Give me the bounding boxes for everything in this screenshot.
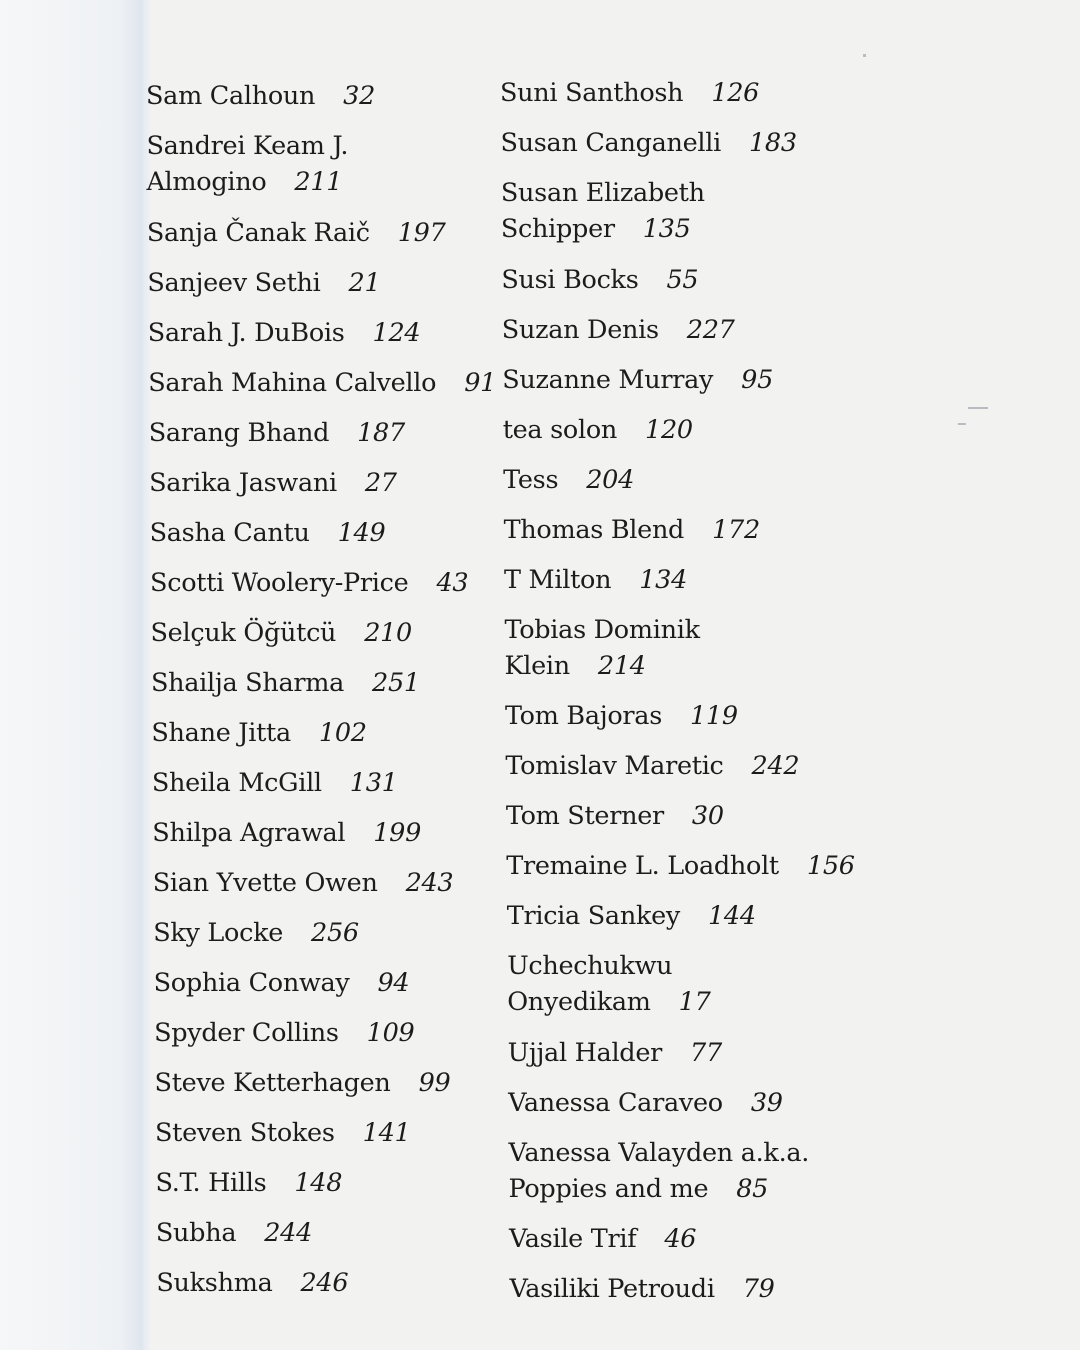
entry-name: Sarah Mahina Calvello	[148, 367, 437, 398]
index-entry	[508, 1035, 888, 1071]
entry-page-number: 149	[337, 517, 386, 548]
paper-speck	[968, 407, 988, 409]
entry-page-number: 227	[686, 314, 735, 345]
entry-name: Spyder Collins	[154, 1017, 339, 1048]
index-entry	[505, 698, 885, 734]
entry-name: Sanjeev Sethi	[147, 267, 321, 298]
entry-page-number: 141	[362, 1117, 411, 1148]
entry-page-number: 148	[294, 1167, 343, 1198]
index-entry	[503, 462, 883, 498]
index-entry	[509, 1135, 889, 1207]
entry-name: Steve Ketterhagen	[154, 1067, 391, 1098]
entry-name: Susi Bocks	[501, 264, 639, 295]
entry-name: S.T. Hills	[155, 1167, 267, 1198]
index-entry	[149, 415, 529, 451]
entry-name: Tom Bajoras	[504, 701, 662, 731]
entry-name: Tom Sterner	[505, 801, 664, 831]
index-entry	[147, 215, 527, 251]
entry-page-number: 172	[712, 514, 760, 545]
entry-name-continued: Onyedikam	[507, 987, 651, 1017]
entry-name-continued-line	[509, 1171, 889, 1207]
entry-page-number: 85	[736, 1173, 769, 1204]
index-entry	[151, 615, 531, 651]
entry-name: Susan Canganelli	[500, 128, 721, 158]
index-entry	[504, 562, 884, 598]
index-entry	[504, 512, 884, 548]
entry-name: Scotti Woolery-Price	[150, 567, 409, 598]
entry-page-number: 43	[436, 567, 469, 598]
index-entry	[148, 365, 528, 401]
index-entry	[156, 1265, 536, 1301]
entry-name: Sarah J. DuBois	[147, 317, 345, 348]
entry-name: Sian Yvette Owen	[152, 867, 378, 898]
entry-page-number: 134	[639, 564, 687, 595]
entry-page-number: 55	[666, 264, 699, 295]
index-entry	[501, 175, 881, 247]
entry-name: Tobias Dominik	[504, 614, 700, 645]
entry-name: Vanessa Caraveo	[508, 1087, 723, 1118]
entry-page-number: 211	[294, 167, 343, 197]
entry-page-number: 183	[749, 128, 797, 158]
entry-name: Shilpa Agrawal	[152, 817, 346, 848]
index-entry	[154, 1015, 534, 1051]
index-entry	[507, 948, 887, 1020]
entry-page-number: 156	[806, 851, 855, 881]
entry-name: Sheila McGill	[151, 767, 322, 798]
entry-page-number: 119	[689, 701, 738, 731]
entry-page-number: 199	[373, 817, 422, 848]
entry-name: Suni Santhosh	[500, 78, 684, 108]
entry-page-number: 246	[300, 1267, 349, 1298]
index-entry	[500, 125, 880, 161]
index-entry	[506, 798, 886, 834]
entry-page-number: 27	[364, 467, 397, 498]
entry-page-number: 204	[586, 464, 635, 495]
index-entry	[149, 465, 529, 501]
index-entry	[502, 312, 882, 348]
index-entry	[152, 815, 532, 851]
entry-page-number: 244	[264, 1217, 313, 1248]
entry-page-number: 126	[711, 78, 760, 108]
book-spine-shadow	[0, 0, 150, 1350]
entry-page-number: 21	[348, 267, 381, 298]
entry-name: tea solon	[502, 414, 618, 445]
index-entry	[146, 128, 526, 200]
index-entry	[146, 78, 526, 114]
index-entry	[153, 915, 533, 951]
entry-name-continued: Almogino	[146, 167, 267, 197]
index-entry	[155, 1065, 535, 1101]
entry-name: Suzanne Murray	[502, 364, 714, 395]
entry-name-continued-line	[501, 211, 881, 247]
index-entry	[155, 1165, 535, 1201]
entry-name-continued-line	[505, 648, 885, 684]
index-entry	[505, 748, 885, 784]
entry-name: Tess	[503, 464, 559, 495]
entry-name-continued: Poppies and me	[508, 1173, 709, 1204]
entry-name: Subha	[155, 1217, 237, 1248]
index-entry	[153, 865, 533, 901]
entry-name: Vasiliki Petroudi	[509, 1274, 715, 1304]
entry-name: Sarang Bhand	[148, 417, 330, 448]
entry-page-number: 135	[642, 214, 691, 244]
entry-name: Uchechukwu	[507, 951, 673, 981]
entry-name: Tremaine L. Loadholt	[506, 851, 779, 881]
entry-name: Sky Locke	[153, 917, 284, 948]
entry-name: Thomas Blend	[503, 514, 685, 545]
entry-name-continued: Klein	[504, 650, 570, 681]
entry-name: Vanessa Valayden a.k.a.	[508, 1137, 810, 1168]
entry-page-number: 243	[405, 867, 454, 898]
entry-page-number: 79	[742, 1274, 775, 1304]
entry-name: Sanja Čanak Raič	[146, 217, 370, 248]
entry-name: Vasile Trif	[509, 1224, 637, 1254]
entry-page-number: 144	[708, 901, 756, 931]
entry-name: Selçuk Öğütcü	[150, 617, 337, 648]
entry-name: Tomislav Maretic	[505, 751, 724, 781]
index-entry	[506, 848, 886, 884]
index-entry	[151, 715, 531, 751]
entry-page-number: 30	[691, 801, 724, 831]
entry-name: Sukshma	[156, 1267, 273, 1298]
entry-page-number: 242	[751, 751, 800, 781]
index-entry	[152, 765, 532, 801]
entry-page-number: 91	[464, 367, 497, 398]
index-entry	[503, 412, 883, 448]
entry-page-number: 131	[349, 767, 398, 798]
entry-name: Susan Elizabeth	[500, 178, 705, 208]
entry-page-number: 256	[311, 917, 359, 948]
entry-name: Shane Jitta	[151, 717, 291, 748]
index-entry	[508, 1085, 888, 1121]
entry-page-number: 124	[372, 317, 421, 348]
entry-page-number: 109	[366, 1017, 415, 1048]
entry-name-continued: Schipper	[500, 214, 615, 244]
entry-page-number: 39	[750, 1087, 783, 1118]
index-entry	[505, 612, 885, 684]
entry-page-number: 102	[318, 717, 367, 748]
entry-name: Tricia Sankey	[506, 901, 680, 931]
index-entry	[509, 1271, 889, 1307]
index-entry	[155, 1115, 535, 1151]
entry-name: Shailja Sharma	[150, 667, 345, 698]
index-entry	[147, 265, 527, 301]
entry-name: Sarika Jaswani	[149, 467, 337, 498]
paper-speck	[958, 423, 966, 425]
index-entry	[507, 898, 887, 934]
index-entry	[151, 665, 531, 701]
index-entry	[150, 565, 530, 601]
entry-page-number: 77	[690, 1037, 722, 1068]
index-entry	[156, 1215, 536, 1251]
entry-page-number: 187	[357, 417, 405, 448]
entry-page-number: 251	[372, 667, 420, 698]
entry-name: T Milton	[504, 564, 612, 595]
entry-name: Sam Calhoun	[146, 81, 316, 111]
entry-page-number: 120	[645, 414, 693, 445]
entry-page-number: 32	[343, 81, 376, 111]
entry-name: Steven Stokes	[155, 1117, 335, 1148]
entry-name: Sandrei Keam J.	[146, 131, 349, 161]
entry-name-continued-line	[507, 984, 887, 1020]
entry-name-continued-line	[146, 164, 526, 200]
index-entry	[150, 515, 530, 551]
entry-name: Ujjal Halder	[507, 1037, 663, 1068]
entry-page-number: 17	[678, 987, 711, 1017]
entry-page-number: 214	[597, 650, 646, 681]
entry-page-number: 210	[364, 617, 412, 648]
entry-name: Sasha Cantu	[149, 517, 310, 548]
entry-page-number: 94	[377, 967, 410, 998]
entry-name: Suzan Denis	[501, 314, 659, 345]
entry-page-number: 99	[418, 1067, 451, 1098]
paper-speck	[863, 54, 866, 57]
index-entry	[501, 262, 881, 298]
index-entry	[148, 315, 528, 351]
entry-name: Sophia Conway	[153, 967, 350, 998]
index-entry	[502, 362, 882, 398]
entry-page-number: 95	[741, 364, 774, 395]
entry-page-number: 46	[664, 1224, 697, 1254]
index-entry	[500, 75, 880, 111]
index-entry	[154, 965, 534, 1001]
entry-page-number: 197	[397, 217, 446, 248]
index-entry	[509, 1221, 889, 1257]
